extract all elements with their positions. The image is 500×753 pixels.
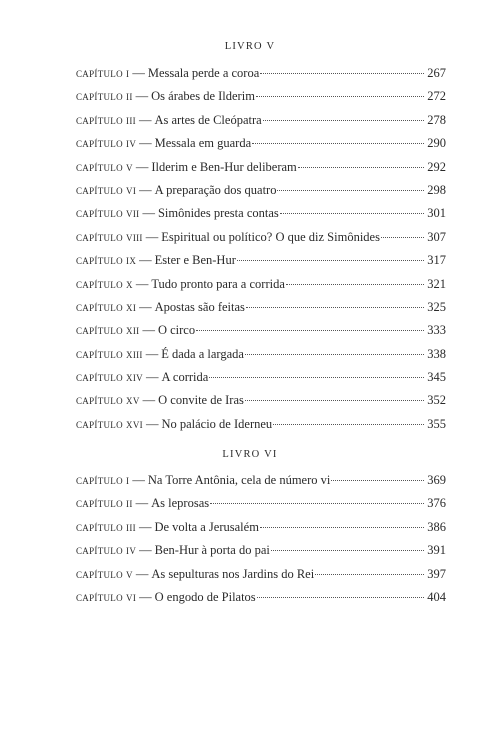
dot-leader bbox=[280, 213, 424, 214]
toc-entry bbox=[76, 136, 446, 159]
page-number: 352 bbox=[427, 393, 446, 408]
chapter-label: CAPÍTULO bbox=[76, 279, 123, 290]
page-number: 376 bbox=[427, 496, 446, 511]
chapter-label: CAPÍTULO bbox=[76, 256, 123, 267]
page-number: 404 bbox=[427, 589, 446, 604]
page-number: 267 bbox=[427, 66, 446, 80]
toc-entry bbox=[76, 496, 446, 519]
dot-leader bbox=[263, 120, 424, 121]
separator-dash: — bbox=[139, 136, 152, 151]
dot-leader bbox=[315, 574, 424, 575]
chapter-title: Ester e Ben-Hur bbox=[154, 253, 236, 268]
chapter-number: V bbox=[126, 569, 133, 580]
chapter-label: CAPÍTULO bbox=[76, 522, 123, 533]
dot-leader bbox=[246, 307, 424, 308]
page-number: 397 bbox=[427, 566, 446, 581]
dot-leader bbox=[252, 143, 424, 144]
toc-entry bbox=[76, 66, 446, 89]
chapter-label: CAPÍTULO bbox=[76, 92, 123, 103]
toc-entry bbox=[76, 370, 446, 393]
page-number: 345 bbox=[427, 370, 446, 385]
chapter-number: V bbox=[126, 162, 133, 173]
chapter-title: Apostas são feitas bbox=[154, 299, 245, 314]
chapter-number: X bbox=[126, 279, 133, 290]
livro-v-contents bbox=[76, 66, 446, 440]
separator-dash: — bbox=[138, 112, 152, 127]
chapter-label: CAPÍTULO bbox=[76, 592, 123, 603]
separator-dash: — bbox=[132, 66, 145, 80]
chapter-number: VI bbox=[126, 592, 137, 603]
toc-entry bbox=[76, 277, 446, 300]
page-number: 307 bbox=[427, 229, 446, 244]
chapter-label: CAPÍTULO bbox=[76, 326, 123, 337]
chapter-title: O engodo de Pilatos bbox=[154, 589, 256, 604]
separator-dash: — bbox=[145, 370, 159, 385]
toc-entry bbox=[76, 89, 446, 112]
separator-dash: — bbox=[135, 89, 149, 104]
chapter-title: No palácio de Iderneu bbox=[161, 416, 273, 431]
dot-leader bbox=[298, 167, 424, 168]
separator-dash: — bbox=[135, 276, 149, 291]
dot-leader bbox=[245, 400, 424, 401]
chapter-title: É dada a largada bbox=[161, 346, 244, 361]
toc-entry bbox=[76, 183, 446, 206]
chapter-label: CAPÍTULO bbox=[76, 139, 123, 150]
toc-entry bbox=[76, 347, 446, 370]
chapter-number: II bbox=[126, 499, 133, 510]
chapter-title: As sepulturas nos Jardins do Rei bbox=[151, 566, 315, 581]
chapter-number: XI bbox=[126, 302, 137, 313]
page-number: 298 bbox=[427, 182, 446, 197]
page-number: 290 bbox=[427, 136, 446, 151]
chapter-label: CAPÍTULO bbox=[76, 185, 123, 196]
chapter-title: O convite de Iras bbox=[158, 393, 244, 408]
chapter-number: XII bbox=[126, 326, 140, 337]
separator-dash: — bbox=[145, 416, 159, 431]
livro-vi-contents bbox=[76, 473, 446, 613]
chapter-number: III bbox=[126, 115, 136, 126]
separator-dash: — bbox=[142, 206, 155, 221]
page-number: 391 bbox=[427, 543, 446, 558]
dot-leader bbox=[256, 96, 424, 97]
chapter-label: CAPÍTULO bbox=[76, 546, 123, 557]
dot-leader bbox=[277, 190, 424, 191]
separator-dash: — bbox=[142, 323, 155, 338]
dot-leader bbox=[381, 237, 424, 238]
chapter-title: As leprosas bbox=[151, 496, 210, 511]
chapter-number: VII bbox=[126, 209, 140, 220]
toc-entry bbox=[76, 253, 446, 276]
livro-vi-heading: LIVRO VI bbox=[222, 449, 278, 460]
toc-entry bbox=[76, 473, 446, 496]
chapter-label: CAPÍTULO bbox=[76, 302, 123, 313]
separator-dash: — bbox=[139, 253, 152, 268]
chapter-title: Os árabes de Ilderim bbox=[151, 89, 255, 104]
chapter-number: XV bbox=[126, 396, 140, 407]
separator-dash: — bbox=[139, 182, 152, 197]
dot-leader bbox=[260, 527, 424, 528]
chapter-number: III bbox=[126, 522, 136, 533]
chapter-label: CAPÍTULO bbox=[76, 569, 123, 580]
chapter-label: CAPÍTULO bbox=[76, 162, 123, 173]
chapter-title: As artes de Cleópatra bbox=[154, 112, 262, 127]
toc-entry bbox=[76, 230, 446, 253]
chapter-number: XVI bbox=[126, 419, 143, 430]
page-number: 321 bbox=[427, 276, 446, 291]
chapter-number: II bbox=[126, 92, 133, 103]
chapter-number: VIII bbox=[126, 232, 143, 243]
page-number: 386 bbox=[427, 519, 446, 534]
page-number: 278 bbox=[427, 112, 446, 127]
chapter-number: I bbox=[126, 69, 130, 79]
chapter-label: CAPÍTULO bbox=[76, 419, 123, 430]
chapter-number: XIII bbox=[126, 349, 143, 360]
separator-dash: — bbox=[139, 589, 152, 604]
chapter-label: CAPÍTULO bbox=[76, 499, 123, 510]
page-number: 301 bbox=[427, 206, 446, 221]
toc-entry bbox=[76, 543, 446, 566]
page-number: 325 bbox=[427, 299, 446, 314]
chapter-number: VI bbox=[126, 185, 137, 196]
toc-entry bbox=[76, 590, 446, 613]
chapter-title: Ilderim e Ben-Hur deliberam bbox=[151, 159, 297, 174]
chapter-title: Espiritual ou político? O que diz Simônides bbox=[161, 229, 380, 244]
chapter-label: CAPÍTULO bbox=[76, 69, 123, 79]
toc-entry bbox=[76, 160, 446, 183]
dot-leader bbox=[257, 597, 424, 598]
separator-dash: — bbox=[135, 496, 149, 511]
livro-v-heading: LIVRO V bbox=[224, 41, 276, 52]
separator-dash: — bbox=[139, 543, 152, 558]
toc-entry bbox=[76, 113, 446, 136]
chapter-title: Simônides presta contas bbox=[157, 206, 279, 221]
page-number: 292 bbox=[427, 159, 446, 174]
separator-dash: — bbox=[142, 393, 156, 408]
toc-entry bbox=[76, 567, 446, 590]
page-number: 338 bbox=[427, 346, 446, 361]
page-number: 317 bbox=[427, 253, 446, 268]
separator-dash: — bbox=[132, 473, 145, 487]
separator-dash: — bbox=[135, 566, 149, 581]
toc-entry bbox=[76, 300, 446, 323]
separator-dash: — bbox=[145, 346, 159, 361]
chapter-label: CAPÍTULO bbox=[76, 115, 123, 126]
chapter-number: IX bbox=[126, 256, 137, 267]
chapter-title: Na Torre Antônia, cela de número vi bbox=[147, 473, 331, 487]
dot-leader bbox=[286, 284, 424, 285]
separator-dash: — bbox=[145, 229, 159, 244]
dot-leader bbox=[331, 480, 424, 481]
separator-dash: — bbox=[139, 299, 152, 314]
toc-entry bbox=[76, 520, 446, 543]
page-number: 272 bbox=[427, 89, 446, 104]
chapter-label: CAPÍTULO bbox=[76, 349, 123, 360]
toc-entry bbox=[76, 323, 446, 346]
dot-leader bbox=[196, 330, 424, 331]
chapter-title: Messala perde a coroa bbox=[147, 66, 260, 80]
dot-leader bbox=[273, 424, 424, 425]
chapter-title: Tudo pronto para a corrida bbox=[151, 276, 285, 291]
chapter-title: Messala em guarda bbox=[154, 136, 252, 151]
dot-leader bbox=[237, 260, 424, 261]
page-number: 333 bbox=[427, 323, 446, 338]
chapter-label: CAPÍTULO bbox=[76, 209, 123, 220]
toc-entry bbox=[76, 393, 446, 416]
dot-leader bbox=[209, 377, 424, 378]
chapter-number: IV bbox=[126, 139, 137, 150]
dot-leader bbox=[245, 354, 424, 355]
chapter-number: IV bbox=[126, 546, 137, 557]
chapter-number: I bbox=[126, 476, 130, 486]
chapter-title: O circo bbox=[157, 323, 196, 338]
toc-entry bbox=[76, 206, 446, 229]
chapter-number: XIV bbox=[126, 373, 143, 384]
dot-leader bbox=[260, 73, 424, 74]
chapter-title: A preparação dos quatro bbox=[154, 182, 277, 197]
page-number: 369 bbox=[427, 473, 446, 487]
chapter-label: CAPÍTULO bbox=[76, 232, 123, 243]
chapter-label: CAPÍTULO bbox=[76, 396, 123, 407]
toc-entry bbox=[76, 417, 446, 440]
chapter-label: CAPÍTULO bbox=[76, 476, 123, 486]
dot-leader bbox=[271, 550, 424, 551]
dot-leader bbox=[210, 503, 424, 504]
page-number: 355 bbox=[427, 416, 446, 431]
separator-dash: — bbox=[138, 519, 152, 534]
chapter-label: CAPÍTULO bbox=[76, 373, 123, 384]
chapter-title: A corrida bbox=[161, 370, 209, 385]
separator-dash: — bbox=[135, 159, 149, 174]
chapter-title: Ben-Hur à porta do pai bbox=[154, 543, 270, 558]
chapter-title: De volta a Jerusalém bbox=[154, 519, 259, 534]
